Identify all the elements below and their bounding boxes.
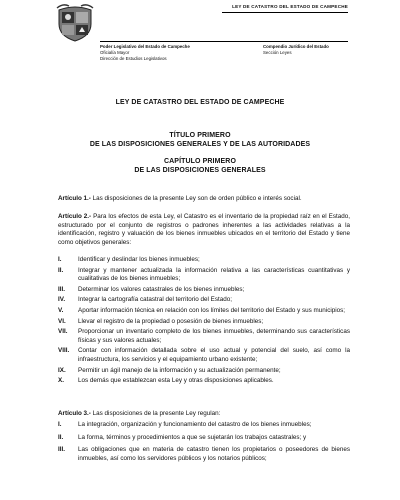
running-header-title: LEY DE CATASTRO DEL ESTADO DE CAMPECHE	[232, 4, 348, 9]
article-3-list	[58, 421, 350, 463]
list-item: VII. Proporcionar un inventario completo de los bienes inmuebles, determinando sus características físicas y sus valores actuales;	[58, 328, 350, 344]
list-item: I. La integración, organización y funcionamiento del catastro de los bienes inmuebles;	[58, 421, 312, 428]
capitulo-heading: CAPÍTULO PRIMERO	[164, 158, 236, 165]
article-2	[58, 213, 350, 247]
article-3	[58, 410, 350, 419]
list-item: I. Identificar y deslindar los bienes inmuebles;	[58, 256, 200, 263]
list-item: IX. Permitir un ágil manejo de la información y su actualización permanente;	[58, 366, 281, 374]
header-rule	[100, 41, 348, 42]
header-rule-top	[222, 12, 348, 13]
capitulo-subheading: DE LAS DISPOSICIONES GENERALES	[134, 167, 266, 174]
titulo-heading: TÍTULO PRIMERO	[169, 132, 231, 139]
list-item: IV. Integrar la cartografía catastral del territorio del Estado;	[58, 296, 233, 304]
header-compendium	[263, 44, 329, 56]
header-compendium-name: Compendio Jurídico del Estado	[263, 44, 329, 49]
article-1	[58, 195, 350, 204]
list-item: III. Las obligaciones que en materia de catastro tienen los propietarios o poseedores de bienes inmuebles, así como los servidores públicos y los notarios públicos;	[58, 446, 350, 462]
header-institution-name: Poder Legislativo del Estado de Campeche	[100, 44, 190, 49]
titulo-subheading: DE LAS DISPOSICIONES GENERALES Y DE LAS AUTORIDADES	[89, 141, 311, 148]
article-3-text: Las disposiciones de la presente Ley regulan:	[90, 410, 221, 417]
list-item: VI. Llevar el registro de la propiedad o posesión de bienes inmuebles;	[58, 317, 264, 325]
header-institution	[100, 44, 190, 62]
state-coat-of-arms-icon	[55, 2, 95, 42]
list-item: V. Aportar información técnica en relación con los límites del territorio del Estado y sus municipios;	[58, 306, 346, 314]
list-item: II. La forma, términos y procedimientos a que se sujetarán los trabajos catastrales; y	[58, 433, 307, 441]
article-3-label: Artículo 3.-	[58, 410, 91, 417]
article-1-text: Las disposiciones de la presente Ley son de orden público e interés social.	[90, 195, 302, 202]
article-2-list	[58, 256, 350, 386]
header-section: Sección Leyes	[263, 50, 292, 55]
header-office: Oficialía Mayor	[100, 50, 130, 55]
article-2-text: Para los efectos de esta Ley, el Catastro es el inventario de la propiedad raíz en el Estado, estructurado por el conjunto de registros o padrones inherentes a las actividades relativas a la identificación, registro y valuación de los bienes inmuebles ubicados en el territorio del Estado y tiene como objetivos generales:	[58, 213, 350, 246]
article-2-label: Artículo 2.-	[58, 213, 92, 220]
list-item: X. Los demás que establezcan esta Ley y otras disposiciones aplicables.	[58, 377, 274, 385]
list-item: II. Integrar y mantener actualizada la información relativa a las características cuantitativas y cualitativas de los bienes inmuebles;	[58, 266, 350, 283]
article-1-label: Artículo 1.-	[58, 195, 91, 202]
list-item: VIII. Contar con información detallada sobre el uso actual y potencial del suelo, así como la infraestructura, los servicios y el equipamiento urbano existente;	[58, 347, 350, 363]
law-title: LEY DE CATASTRO DEL ESTADO DE CAMPECHE	[115, 99, 285, 106]
header-direction: Dirección de Estudios Legislativos	[100, 56, 167, 61]
list-item: III. Determinar los valores catastrales de los bienes inmuebles;	[58, 285, 245, 293]
